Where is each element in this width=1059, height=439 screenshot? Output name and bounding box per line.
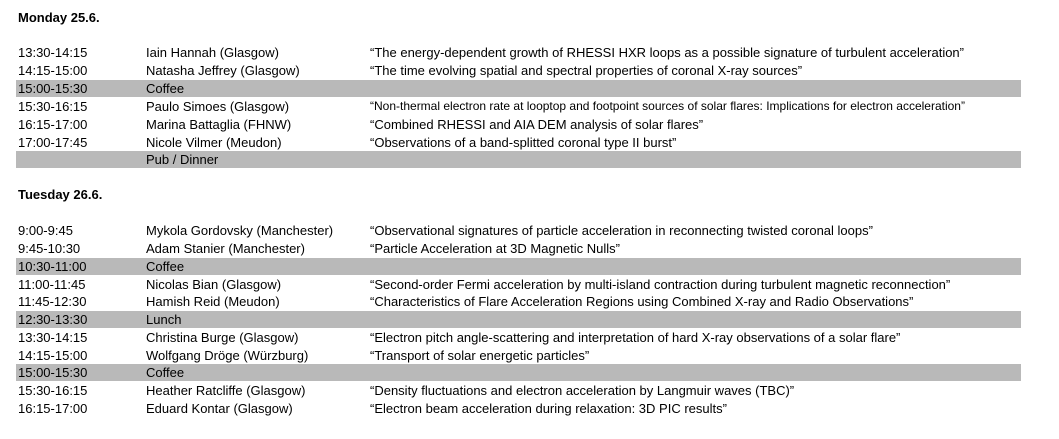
time-cell: 12:30-13:30 (18, 312, 88, 327)
time-cell: 15:00-15:30 (18, 81, 88, 96)
break-row (16, 311, 1021, 328)
speaker-cell: Eduard Kontar (Glasgow) (146, 401, 293, 416)
time-cell: 13:30-14:15 (18, 330, 88, 345)
time-cell: 10:30-11:00 (18, 259, 87, 274)
speaker-cell: Heather Ratcliffe (Glasgow) (146, 383, 306, 398)
speaker-cell: Wolfgang Dröge (Würzburg) (146, 348, 309, 363)
break-row (16, 258, 1021, 275)
break-label: Coffee (146, 81, 185, 96)
table-row (16, 400, 1021, 417)
table-row (16, 98, 1021, 115)
time-cell: 14:15-15:00 (18, 348, 88, 363)
table-row (16, 329, 1021, 346)
speaker-cell: Hamish Reid (Meudon) (146, 294, 280, 309)
table-row (16, 382, 1021, 399)
time-cell: 13:30-14:15 (18, 45, 88, 60)
talk-title-cell: “Particle Acceleration at 3D Magnetic Nulls” (370, 241, 620, 256)
break-row (16, 80, 1021, 97)
table-row (16, 240, 1021, 257)
time-cell: 16:15-17:00 (18, 117, 88, 132)
table-row (16, 347, 1021, 364)
speaker-cell: Marina Battaglia (FHNW) (146, 117, 292, 132)
day-heading-tuesday: Tuesday 26.6. (18, 187, 103, 202)
talk-title-cell: “Observations of a band-splitted coronal type II burst” (370, 135, 677, 150)
time-cell: 16:15-17:00 (18, 401, 88, 416)
speaker-cell: Natasha Jeffrey (Glasgow) (146, 63, 300, 78)
speaker-cell: Nicole Vilmer (Meudon) (146, 135, 282, 150)
table-row (16, 293, 1021, 310)
talk-title-cell: “Characteristics of Flare Acceleration Regions using Combined X-ray and Radio Observations” (370, 294, 914, 309)
time-cell: 15:30-16:15 (18, 383, 88, 398)
talk-title-cell: “The time evolving spatial and spectral properties of coronal X-ray sources” (370, 63, 803, 78)
speaker-cell: Iain Hannah (Glasgow) (146, 45, 279, 60)
speaker-cell: Paulo Simoes (Glasgow) (146, 99, 290, 114)
break-label: Coffee (146, 259, 185, 274)
time-cell: 14:15-15:00 (18, 63, 88, 78)
speaker-cell: Mykola Gordovsky (Manchester) (146, 223, 334, 238)
break-row (16, 364, 1021, 381)
time-cell: 11:00-11:45 (18, 277, 86, 292)
table-row (16, 222, 1021, 239)
time-cell: 15:00-15:30 (18, 365, 88, 380)
talk-title-cell: “Density fluctuations and electron acceleration by Langmuir waves (TBC)” (370, 383, 795, 398)
time-cell: 15:30-16:15 (18, 99, 88, 114)
speaker-cell: Christina Burge (Glasgow) (146, 330, 299, 345)
break-label: Coffee (146, 365, 185, 380)
day-heading-monday: Monday 25.6. (18, 10, 100, 25)
table-row (16, 62, 1021, 79)
break-row (16, 151, 1021, 168)
talk-title-cell: “Electron pitch angle-scattering and interpretation of hard X-ray observations of a solar flare” (370, 330, 901, 345)
talk-title-cell: “Electron beam acceleration during relaxation: 3D PIC results” (370, 401, 727, 416)
break-label: Pub / Dinner (146, 152, 219, 167)
time-cell: 9:00-9:45 (18, 223, 73, 238)
talk-title-cell: “Transport of solar energetic particles” (370, 348, 590, 363)
speaker-cell: Adam Stanier (Manchester) (146, 241, 305, 256)
talk-title-cell: “Non-thermal electron rate at looptop and footpoint sources of solar flares: Implications for electron acceleration” (370, 99, 965, 113)
talk-title-cell: “Observational signatures of particle acceleration in reconnecting twisted coronal loops” (370, 223, 873, 238)
time-cell: 11:45-12:30 (18, 294, 87, 309)
talk-title-cell: “Second-order Fermi acceleration by multi-island contraction during turbulent magnetic reconnection” (370, 277, 951, 292)
time-cell: 9:45-10:30 (18, 241, 81, 256)
table-row (16, 134, 1021, 151)
speaker-cell: Nicolas Bian (Glasgow) (146, 277, 282, 292)
table-row (16, 116, 1021, 133)
talk-title-cell: “Combined RHESSI and AIA DEM analysis of solar flares” (370, 117, 704, 132)
time-cell: 17:00-17:45 (18, 135, 88, 150)
break-label: Lunch (146, 312, 182, 327)
table-row (16, 276, 1021, 293)
talk-title-cell: “The energy-dependent growth of RHESSI HXR loops as a possible signature of turbulent acceleration” (370, 45, 964, 60)
table-row (16, 44, 1021, 61)
